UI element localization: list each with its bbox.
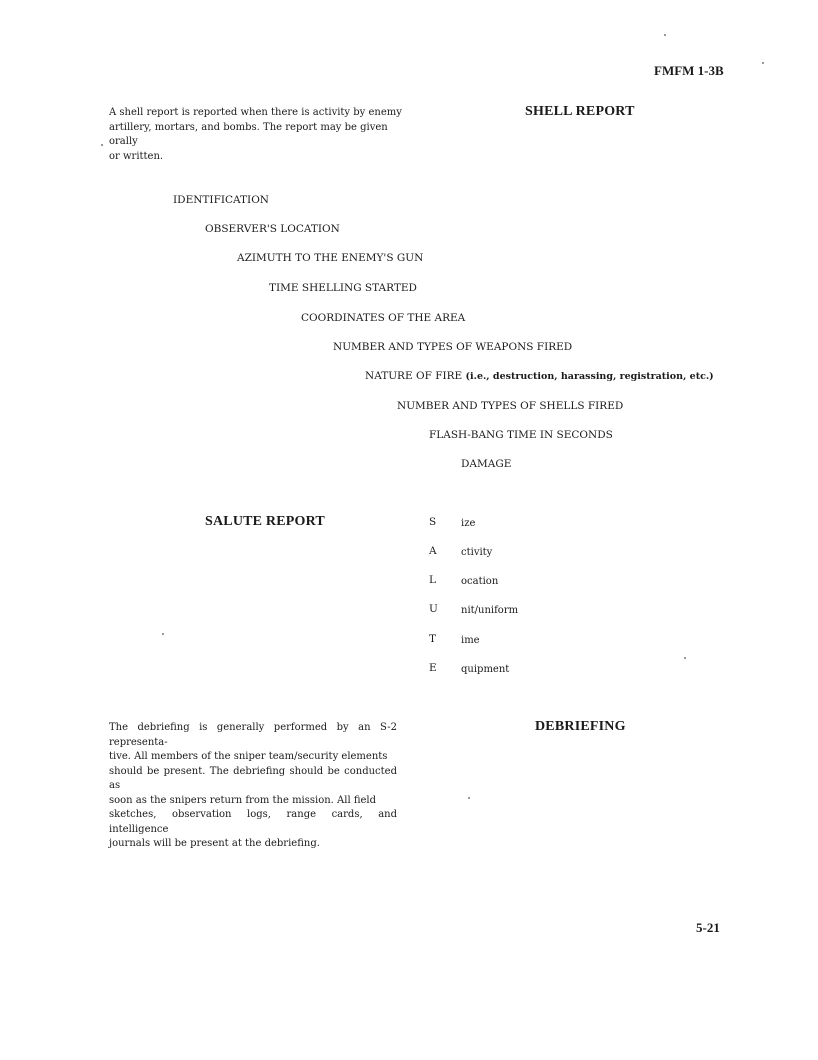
scan-speck [162, 633, 164, 635]
salute-letter: E [429, 662, 437, 674]
shell-step-observer-location: OBSERVER'S LOCATION [205, 223, 340, 235]
scan-speck [468, 797, 470, 799]
shell-step-coordinates: COORDINATES OF THE AREA [301, 312, 466, 324]
debriefing-line: sketches, observation logs, range cards, and intelligence [109, 809, 397, 835]
shell-step-identification: IDENTIFICATION [173, 194, 269, 206]
salute-letter: S [429, 516, 437, 528]
debriefing-line: journals will be present at the debriefing. [109, 838, 320, 849]
salute-letter: U [429, 603, 438, 615]
step-note: (i.e., destruction, harassing, registration, etc.) [465, 371, 714, 382]
salute-letter: L [429, 574, 436, 586]
shell-step-flash-bang: FLASH-BANG TIME IN SECONDS [429, 429, 613, 441]
intro-line: or written. [109, 150, 164, 162]
debriefing-line: soon as the snipers return from the mission. All field [109, 794, 377, 806]
intro-line: A shell report is reported when there is activity by enemy [109, 107, 402, 118]
debriefing-title: DEBRIEFING [535, 719, 626, 734]
page-number: 5-21 [696, 920, 720, 935]
shell-step-azimuth: AZIMUTH TO THE ENEMY'S GUN [237, 252, 424, 264]
shell-step-nature-of-fire [365, 370, 714, 382]
scan-speck [664, 34, 666, 36]
salute-word: quipment [461, 664, 510, 675]
salute-word: ocation [461, 576, 499, 587]
debriefing-line: The debriefing is generally performed by an S-2 representa- [109, 722, 397, 748]
shell-step-time-started: TIME SHELLING STARTED [269, 282, 417, 294]
shell-step-weapons-fired: NUMBER AND TYPES OF WEAPONS FIRED [333, 341, 573, 353]
salute-word: ize [461, 518, 476, 529]
scan-speck [762, 62, 764, 64]
salute-word: ime [461, 635, 480, 646]
salute-letter: T [429, 633, 437, 645]
scan-speck [101, 144, 103, 146]
salute-report-title: SALUTE REPORT [205, 514, 325, 529]
step-label: NATURE OF FIRE [365, 370, 463, 382]
debriefing-line: tive. All members of the sniper team/security elements [109, 751, 388, 762]
salute-word: nit/uniform [461, 605, 519, 616]
salute-letter: A [429, 545, 437, 557]
intro-line: artillery, mortars, and bombs. The report may be given orally [109, 121, 388, 147]
debriefing-paragraph [109, 721, 397, 852]
debriefing-line: should be present. The debriefing should be conducted as [109, 765, 397, 791]
shell-step-shells-fired: NUMBER AND TYPES OF SHELLS FIRED [397, 400, 624, 412]
document-id: FMFM 1-3B [654, 63, 724, 78]
shell-report-intro [109, 106, 409, 164]
salute-word: ctivity [461, 547, 493, 558]
scan-speck [684, 657, 686, 659]
shell-report-title: SHELL REPORT [525, 104, 635, 119]
shell-step-damage: DAMAGE [461, 458, 512, 470]
